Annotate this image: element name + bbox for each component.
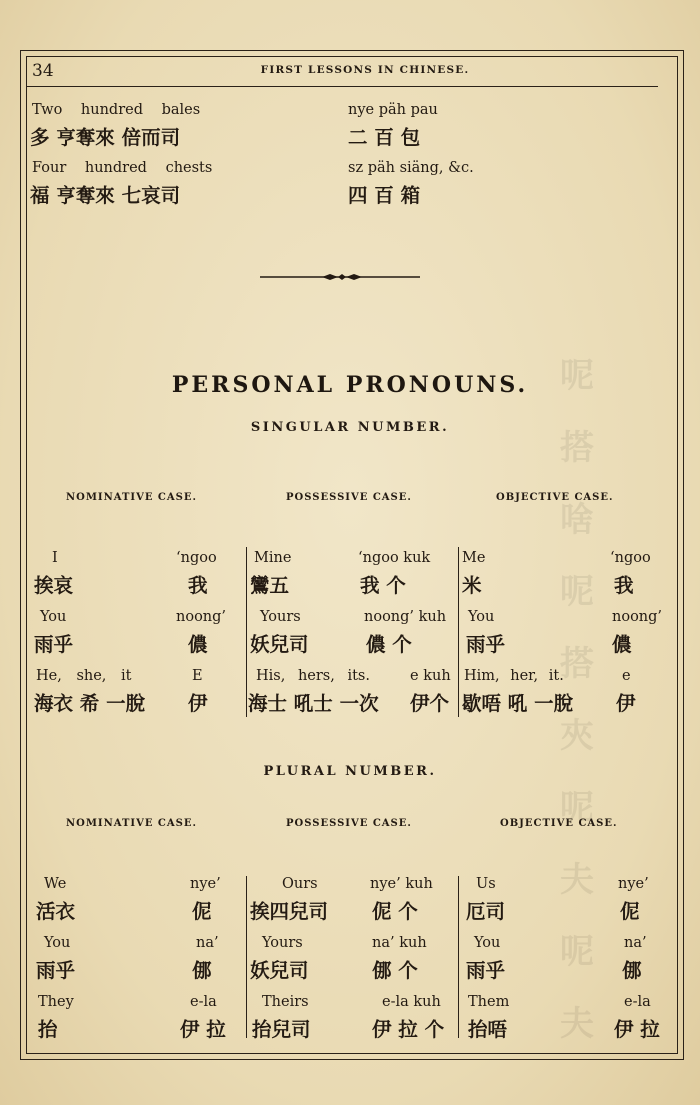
objective-phonetic: 雨乎 xyxy=(466,959,506,982)
chinese-text: 四 百 箱 xyxy=(348,184,421,207)
possessive-phonetic: 海士 吼士 一次 xyxy=(248,692,379,715)
nominative-chinese: 伊 拉 xyxy=(180,1018,226,1041)
nominative-phonetic: 雨乎 xyxy=(36,959,76,982)
objective-english: Me xyxy=(462,550,486,566)
nominative-romanized: ‘ngoo xyxy=(176,550,217,566)
nominative-phonetic: 抬 xyxy=(38,1018,58,1041)
nominative-english: You xyxy=(40,609,67,625)
romanized-text: sz päh siäng, &c. xyxy=(348,160,474,176)
objective-chinese: 伲 xyxy=(620,900,640,923)
running-title: FIRST LESSONS IN CHINESE. xyxy=(260,64,470,76)
objective-chinese: 我 xyxy=(614,574,634,597)
possessive-romanized: e-la kuh xyxy=(382,994,441,1010)
english-phrase: Four hundred chests xyxy=(32,160,213,176)
column-divider xyxy=(458,876,459,1038)
objective-english: Them xyxy=(468,994,510,1010)
possessive-chinese: 㑚 个 xyxy=(372,959,418,982)
objective-chinese: 伊 拉 xyxy=(614,1018,660,1041)
nominative-english: I xyxy=(52,550,58,566)
objective-phonetic: 歇唔 吼 一脫 xyxy=(462,692,574,715)
possessive-english: His, hers, its. xyxy=(256,668,370,684)
nominative-english: You xyxy=(44,935,71,951)
objective-english: You xyxy=(474,935,501,951)
column-divider xyxy=(246,876,247,1038)
objective-romanized: na’ xyxy=(624,935,647,951)
chinese-text: 二 百 包 xyxy=(348,126,421,149)
possessive-english: Yours xyxy=(262,935,303,951)
objective-romanized: e-la xyxy=(624,994,651,1010)
objective-chinese: 儂 xyxy=(612,633,632,656)
nominative-phonetic: 雨乎 xyxy=(34,633,74,656)
nominative-romanized: nye’ xyxy=(190,876,221,892)
chinese-phonetic: 福 亨奪來 七哀司 xyxy=(30,184,181,207)
possessive-phonetic: 妖兒司 xyxy=(250,959,309,982)
nominative-romanized: noong’ xyxy=(176,609,227,625)
col-header-possessive: POSSESSIVE CASE. xyxy=(286,818,412,829)
nominative-chinese: 伲 xyxy=(192,900,212,923)
objective-romanized: e xyxy=(622,668,631,684)
header-rule xyxy=(26,86,658,87)
nominative-chinese: 伊 xyxy=(188,692,208,715)
nominative-english: He, she, it xyxy=(36,668,132,684)
nominative-romanized: E xyxy=(192,668,203,684)
column-divider xyxy=(458,547,459,717)
objective-romanized: nye’ xyxy=(618,876,649,892)
romanized-text: nye päh pau xyxy=(348,102,438,118)
objective-phonetic: 雨乎 xyxy=(466,633,506,656)
nominative-chinese: 我 xyxy=(188,574,208,597)
possessive-phonetic: 挨四兒司 xyxy=(250,900,329,923)
possessive-chinese: 伊个 xyxy=(410,692,450,715)
objective-phonetic: 米 xyxy=(462,574,482,597)
possessive-chinese: 我 个 xyxy=(360,574,406,597)
possessive-english: Yours xyxy=(260,609,301,625)
nominative-chinese: 儂 xyxy=(188,633,208,656)
page-number: 34 xyxy=(32,61,54,81)
nominative-phonetic: 挨哀 xyxy=(34,574,74,597)
nominative-romanized: e-la xyxy=(190,994,217,1010)
section-title: PERSONAL PRONOUNS. xyxy=(171,372,529,398)
col-header-objective: OBJECTIVE CASE. xyxy=(496,492,614,503)
possessive-english: Mine xyxy=(254,550,292,566)
possessive-romanized: ‘ngoo kuk xyxy=(358,550,431,566)
objective-romanized: ‘ngoo xyxy=(610,550,651,566)
possessive-english: Theirs xyxy=(262,994,309,1010)
objective-english: Him, her, it. xyxy=(464,668,564,684)
nominative-english: They xyxy=(38,994,74,1010)
possessive-english: Ours xyxy=(282,876,318,892)
objective-english: Us xyxy=(476,876,496,892)
possessive-chinese: 伊 拉 个 xyxy=(372,1018,445,1041)
col-header-objective: OBJECTIVE CASE. xyxy=(500,818,618,829)
nominative-romanized: na’ xyxy=(196,935,219,951)
nominative-chinese: 㑚 xyxy=(192,959,212,982)
possessive-chinese: 伲 个 xyxy=(372,900,418,923)
possessive-romanized: noong’ kuh xyxy=(364,609,447,625)
objective-english: You xyxy=(468,609,495,625)
possessive-romanized: nye’ kuh xyxy=(370,876,433,892)
nominative-english: We xyxy=(44,876,67,892)
ornamental-rule xyxy=(260,272,420,282)
possessive-chinese: 儂 个 xyxy=(366,633,412,656)
possessive-phonetic: 妖兒司 xyxy=(250,633,309,656)
possessive-phonetic: 抬兒司 xyxy=(252,1018,311,1041)
nominative-phonetic: 海衣 希 一脫 xyxy=(34,692,146,715)
col-header-possessive: POSSESSIVE CASE. xyxy=(286,492,412,503)
show-through-texture: 呢 搭 啥 呢 搭 夾 呢 夫 呢 夫 xyxy=(560,356,594,1044)
objective-chinese: 伊 xyxy=(616,692,636,715)
singular-heading: SINGULAR NUMBER. xyxy=(250,420,450,435)
english-phrase: Two hundred bales xyxy=(32,102,201,118)
objective-phonetic: 抬唔 xyxy=(468,1018,508,1041)
objective-chinese: 㑚 xyxy=(622,959,642,982)
chinese-phonetic: 多 亨奪來 倍而司 xyxy=(30,126,181,149)
objective-romanized: noong’ xyxy=(612,609,663,625)
col-header-nominative: NOMINATIVE CASE. xyxy=(66,818,197,829)
possessive-romanized: e kuh xyxy=(410,668,451,684)
nominative-phonetic: 活衣 xyxy=(36,900,76,923)
plural-heading: PLURAL NUMBER. xyxy=(263,764,437,779)
possessive-romanized: na’ kuh xyxy=(372,935,427,951)
possessive-phonetic: 鸞五 xyxy=(250,574,290,597)
col-header-nominative: NOMINATIVE CASE. xyxy=(66,492,197,503)
objective-phonetic: 厄司 xyxy=(466,900,506,923)
